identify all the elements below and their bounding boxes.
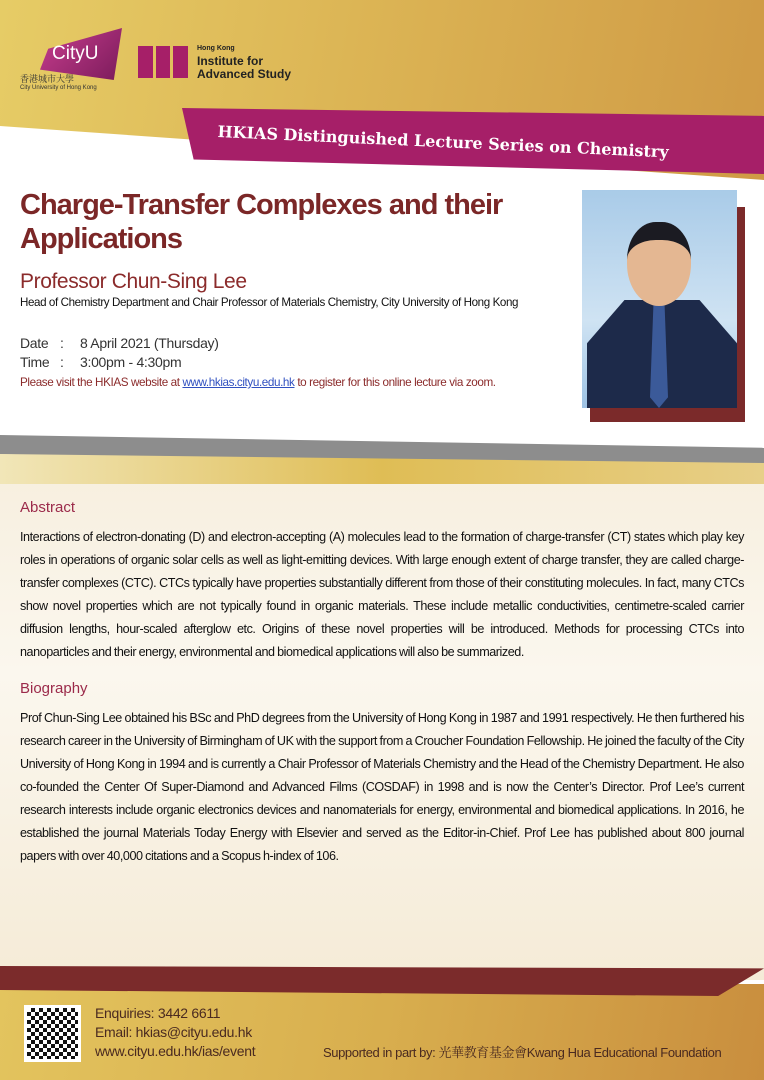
date-value: 8 April 2021 (Thursday) [80,335,219,351]
event-info [20,188,578,390]
cityu-chinese-name: 香港城市大學 [20,74,75,84]
biography-text: Prof Chun-Sing Lee obtained his BSc and PhD degrees from the University of Hong Kong in 1987 and 1991 respectively. He then furthered his research career in the University of Birmingham of UK with the support from a Croucher Foundation Fellowship. He joined the faculty of the City University of Hong Kong in 1994 and is currently a Chair Professor of Materials Chemistry and the Head of the Chemistry Department. He also co-founded the Center Of Super-Diamond and Advanced Films (COSDAF) in 1998 and is now the Center’s Director. Prof Lee’s current research interests include organic electronics devices and nanomaterials for energy, environmental and biomedical applications. In 2016, he established the journal Materials Today Energy with Elsevier and served as the Editor-in-Chief. Prof Lee has published about 800 journal papers with over 40,000 citations and a Scopus h-index of 106. [20,711,744,863]
hkias-name-line1: Institute for [197,54,263,68]
hkias-hong-kong: Hong Kong [197,45,235,52]
time-label: Time [20,354,50,370]
hkias-name-line2: Advanced Study [197,67,292,81]
contact-info [95,1004,255,1061]
hkias-name [197,55,291,81]
biography-heading: Biography [20,680,88,697]
registration-text-end: to register for this online lecture via zoom. [294,376,496,389]
content-column [20,499,744,868]
cityu-english-name: City University of Hong Kong [20,85,97,91]
date-label: Date [20,335,49,351]
abstract-heading: Abstract [20,499,76,516]
time-separator: : [60,354,64,370]
speaker-photo [582,190,737,408]
qr-code[interactable] [24,1005,81,1062]
hkias-logo [138,46,188,78]
sponsor-note: Supported in part by: 光華教育基金會Kwang Hua Educational Foundation [323,1045,722,1060]
registration-text: Please visit the HKIAS website at [20,376,183,389]
abstract-text: Interactions of electron-donating (D) and electron-accepting (A) molecules lead to the formation of charge-transfer (CT) states which play key roles in operations of organic solar cells as well as light-emitting devices. With large enough extent of charge transfer, they are called charge-transfer complexes (CTC). CTCs typically have properties substantially different from those of their constituting molecules. In fact, many CTCs show novel properties which are not typically found in organic materials. These include metallic conductivities, centimetre-scaled carrier diffusion lengths, hour-scaled afterglow etc. Origins of these novel properties will be introduced. Methods for processing CTCs into nanoparticles and their energy, environmental and biomedical applications will also be summarized. [20,530,744,659]
time-row [20,353,578,372]
date-separator: : [60,335,64,351]
enquiries: Enquiries: 3442 6611 [95,1005,221,1021]
time-value: 3:00pm - 4:30pm [80,354,182,370]
speaker-position: Head of Chemistry Department and Chair Professor of Materials Chemistry, City University of Hong Kong [20,296,519,309]
hkias-website-link[interactable]: www.hkias.cityu.edu.hk [182,376,295,389]
event-website[interactable]: www.cityu.edu.hk/ias/event [95,1043,256,1059]
email[interactable]: Email: hkias@cityu.edu.hk [95,1024,252,1040]
photo-head [627,222,691,306]
cityu-logo-text: CityU [52,43,99,64]
lecture-title: Charge-Transfer Complexes and their Applications [20,189,503,255]
date-row [20,334,578,353]
speaker-name: Professor Chun-Sing Lee [20,270,247,293]
registration-note [20,375,578,390]
series-title: HKIAS Distinguished Lecture Series on Chemistry [217,122,670,162]
